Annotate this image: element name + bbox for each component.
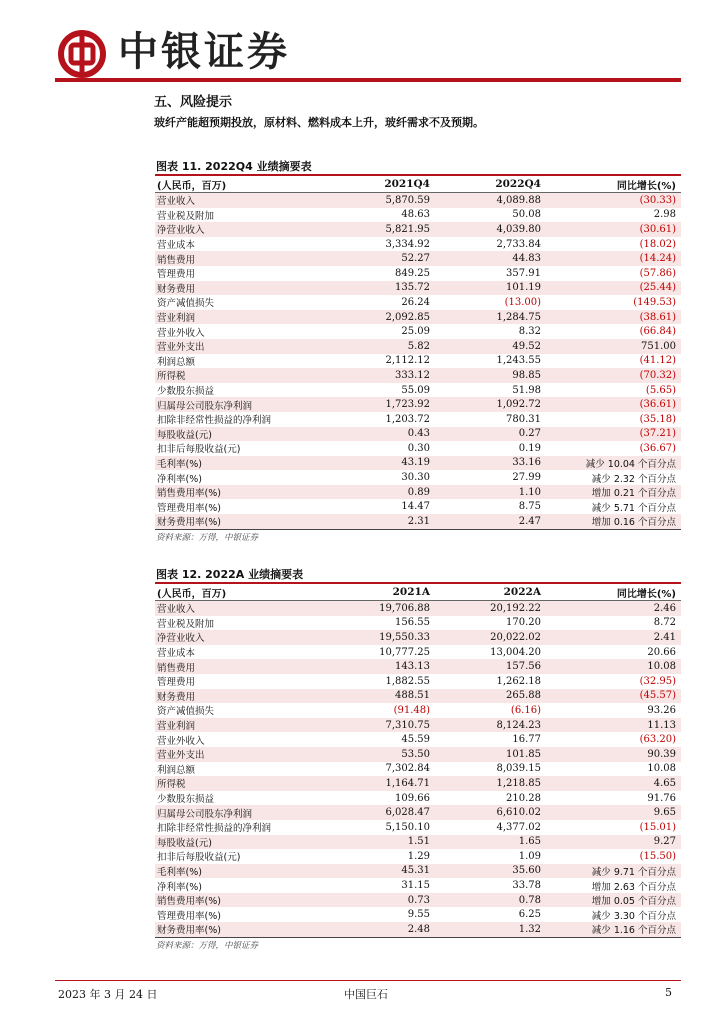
value-yoy: (149.53) [633,296,676,308]
value-current: 4,377.02 [496,821,541,833]
table-title: 图表 11. 2022Q4 业绩摘要表 [156,160,312,173]
source-note: 资料来源：万得，中银证券 [156,533,259,543]
value-yoy: 减少 10.04 个百分点 [585,458,676,470]
row-label: 财务费用率(%) [157,925,221,937]
row-label: 归属母公司股东净利润 [157,808,253,820]
table-row [155,397,681,412]
value-yoy: 减少 3.30 个百分点 [591,910,676,922]
value-current: 16.77 [512,734,541,746]
table-row [155,907,681,922]
value-yoy: (45.57) [639,690,676,702]
value-yoy: 10.08 [647,661,676,673]
table-row [155,310,681,325]
summary-table-2022q4 [155,176,681,530]
table-row [155,659,681,674]
row-label: 净营业收入 [157,633,205,645]
value-current: 1.09 [518,850,541,862]
row-label: 营业外支出 [157,750,205,762]
table-row [155,805,681,820]
value-current: 8.32 [518,326,541,338]
page-number: 5 [665,986,672,999]
value-current: 49.52 [512,340,541,352]
table-row [155,427,681,442]
value-yoy: 减少 1.16 个百分点 [591,925,676,937]
value-current: 33.16 [512,457,541,469]
table-body [155,601,681,937]
value-current: 101.19 [506,282,541,294]
row-label: 管理费用 [157,269,196,281]
value-current: 33.78 [512,880,541,892]
row-label: 销售费用率(%) [157,896,221,908]
table-row [155,222,681,237]
value-yoy: (30.33) [639,194,676,206]
value-prior: 9.55 [407,909,430,921]
value-current: 51.98 [512,384,541,396]
table-row [155,835,681,850]
value-yoy: (18.02) [639,238,676,250]
value-current: 357.91 [506,267,541,279]
value-prior: 31.15 [401,880,430,892]
value-yoy: (41.12) [639,355,676,367]
value-yoy: 减少 2.32 个百分点 [591,473,676,485]
value-prior: 488.51 [395,690,430,702]
table-row [155,208,681,223]
value-prior: 45.59 [401,734,430,746]
value-current: (13.00) [504,296,541,308]
table-row [155,281,681,296]
column-header: 同比增长(%) [616,180,676,192]
row-label: 财务费用率(%) [157,517,221,529]
value-prior: 1,203.72 [385,413,430,425]
table-row [155,441,681,456]
table-row [155,616,681,631]
value-yoy: (15.01) [639,821,676,833]
row-label: 管理费用率(%) [157,910,221,922]
value-prior: 5,870.59 [385,194,430,206]
table-row [155,470,681,485]
value-yoy: (36.67) [639,442,676,454]
value-yoy: 减少 5.71 个百分点 [591,502,676,514]
table-row [155,354,681,369]
value-yoy: (66.84) [639,326,676,338]
value-yoy: 2.98 [653,209,676,221]
table-header [155,176,681,193]
row-label: 营业外收入 [157,327,205,339]
value-current: 27.99 [512,472,541,484]
value-current: 1,262.18 [496,675,541,687]
row-label: 每股收益(元) [157,429,212,441]
value-prior: 45.31 [401,865,430,877]
table-row [155,645,681,660]
value-current: 8.75 [518,501,541,513]
value-yoy: (63.20) [639,734,676,746]
value-prior: 19,706.88 [379,602,430,614]
row-label: 扣除非经常性损益的净利润 [157,415,272,427]
value-current: 170.20 [506,617,541,629]
value-prior: 3,334.92 [385,238,430,250]
table-row [155,791,681,806]
row-label: 扣非后每股收益(元) [157,852,241,864]
table-row [155,776,681,791]
value-prior: 43.19 [401,457,430,469]
value-yoy: 2.41 [653,631,676,643]
value-yoy: 增加 0.21 个百分点 [591,488,676,500]
value-yoy: (38.61) [639,311,676,323]
table-row [155,922,681,937]
row-label: 营业税及附加 [157,618,215,630]
value-yoy: (70.32) [639,369,676,381]
value-prior: 10,777.25 [379,646,430,658]
value-current: 1,284.75 [496,311,541,323]
table-row [155,820,681,835]
value-prior: 7,302.84 [385,763,430,775]
value-prior: 0.30 [407,442,430,454]
value-current: 8,039.15 [496,763,541,775]
column-header: (人民币，百万) [157,588,227,600]
table-row [155,674,681,689]
value-yoy: (35.18) [639,413,676,425]
row-label: 净营业收入 [157,225,205,237]
value-current: 6.25 [518,909,541,921]
table-row [155,878,681,893]
value-current: 1.65 [518,836,541,848]
row-label: 所得税 [157,371,186,383]
row-label: 毛利率(%) [157,866,202,878]
row-label: 归属母公司股东净利润 [157,400,253,412]
table-row [155,368,681,383]
value-yoy: (25.44) [639,282,676,294]
value-current: (6.16) [510,704,541,716]
table-row [155,324,681,339]
value-current: 210.28 [506,792,541,804]
row-label: 每股收益(元) [157,837,212,849]
value-prior: 2,092.85 [385,311,430,323]
value-prior: 52.27 [401,253,430,265]
row-label: 净利率(%) [157,881,202,893]
value-current: 265.88 [506,690,541,702]
row-label: 销售费用率(%) [157,488,221,500]
value-current: 157.56 [506,661,541,673]
row-label: 营业收入 [157,604,196,616]
value-yoy: 751.00 [641,340,676,352]
page-header [0,0,724,90]
table-row [155,193,681,208]
value-prior: 19,550.33 [379,631,430,643]
value-yoy: 增加 0.16 个百分点 [591,517,676,529]
table-bottom-rule [155,529,681,530]
value-prior: 2.31 [407,515,430,527]
value-current: 1,092.72 [496,399,541,411]
row-label: 营业利润 [157,313,196,325]
row-label: 财务费用 [157,283,196,295]
value-yoy: 9.27 [653,836,676,848]
table-bottom-rule [155,937,681,938]
row-label: 利润总额 [157,764,196,776]
row-label: 销售费用 [157,662,196,674]
value-current: 101.85 [506,748,541,760]
value-current: 0.19 [518,442,541,454]
table-row [155,849,681,864]
value-current: 6,610.02 [496,807,541,819]
table-row [155,266,681,281]
value-yoy: 增加 2.63 个百分点 [591,881,676,893]
value-current: 50.08 [512,209,541,221]
value-current: 98.85 [512,369,541,381]
value-prior: 55.09 [401,384,430,396]
value-prior: 1.51 [407,836,430,848]
value-prior: 1,723.92 [385,399,430,411]
footer-company: 中国巨石 [344,988,388,1001]
row-label: 管理费用率(%) [157,502,221,514]
row-label: 扣非后每股收益(元) [157,444,241,456]
row-label: 营业税及附加 [157,210,215,222]
row-label: 资产减值损失 [157,706,215,718]
value-current: 44.83 [512,253,541,265]
column-header: (人民币，百万) [157,180,227,192]
table-row [155,762,681,777]
bank-of-china-logo-icon [57,29,107,79]
value-prior: 1,164.71 [385,777,430,789]
value-prior: 5,150.10 [385,821,430,833]
value-yoy: (14.24) [639,253,676,265]
value-prior: 14.47 [401,501,430,513]
value-yoy: 减少 9.71 个百分点 [591,866,676,878]
risk-text: 玻纤产能超预期投放，原材料、燃料成本上升，玻纤需求不及预期。 [154,116,484,129]
section-title: 五、风险提示 [154,95,233,110]
value-yoy: (32.95) [639,675,676,687]
table-row [155,703,681,718]
value-yoy: 10.08 [647,763,676,775]
value-current: 20,192.22 [490,602,541,614]
table-row [155,339,681,354]
table-row [155,718,681,733]
value-prior: 0.89 [407,486,430,498]
row-label: 少数股东损益 [157,794,215,806]
value-yoy: 8.72 [653,617,676,629]
table-row [155,412,681,427]
table-row [155,499,681,514]
value-prior: (91.48) [393,704,430,716]
table-body [155,193,681,529]
row-label: 管理费用 [157,677,196,689]
value-prior: 143.13 [395,661,430,673]
value-current: 1.32 [518,923,541,935]
value-yoy: 4.65 [653,777,676,789]
row-label: 少数股东损益 [157,386,215,398]
value-yoy: (30.61) [639,223,676,235]
value-prior: 333.12 [395,369,430,381]
value-current: 20,022.02 [490,631,541,643]
summary-table-2022a [155,584,681,938]
row-label: 营业成本 [157,648,196,660]
value-prior: 6,028.47 [385,807,430,819]
value-yoy: 2.46 [653,602,676,614]
table-row [155,732,681,747]
value-prior: 30.30 [401,472,430,484]
value-current: 1,218.85 [496,777,541,789]
value-yoy: (37.21) [639,428,676,440]
row-label: 利润总额 [157,356,196,368]
value-current: 1.10 [518,486,541,498]
value-prior: 7,310.75 [385,719,430,731]
column-header: 2022Q4 [495,178,541,190]
header-rule [55,78,681,82]
value-yoy: 9.65 [653,807,676,819]
value-prior: 109.66 [395,792,430,804]
table-row [155,237,681,252]
row-label: 营业外支出 [157,342,205,354]
value-prior: 1,882.55 [385,675,430,687]
value-prior: 0.73 [407,894,430,906]
row-label: 扣除非经常性损益的净利润 [157,823,272,835]
value-prior: 2,112.12 [385,355,430,367]
table-row [155,630,681,645]
value-yoy: (15.50) [639,850,676,862]
table-row [155,893,681,908]
value-current: 8,124.23 [496,719,541,731]
column-header: 2021A [392,586,430,598]
column-header: 2021Q4 [384,178,430,190]
brand-name: 中银证券 [118,29,290,75]
value-prior: 2.48 [407,923,430,935]
value-current: 1,243.55 [496,355,541,367]
footer-rule [55,980,681,981]
row-label: 资产减值损失 [157,298,215,310]
table-row [155,295,681,310]
table-row [155,251,681,266]
value-current: 4,039.80 [496,223,541,235]
row-label: 净利率(%) [157,473,202,485]
value-current: 2,733.84 [496,238,541,250]
table-title: 图表 12. 2022A 业绩摘要表 [156,568,304,581]
table-header [155,584,681,601]
row-label: 所得税 [157,779,186,791]
value-yoy: 增加 0.05 个百分点 [591,896,676,908]
value-yoy: (5.65) [645,384,676,396]
table-row [155,689,681,704]
footer-date: 2023 年 3 月 24 日 [58,988,158,1001]
row-label: 营业收入 [157,196,196,208]
table-row [155,601,681,616]
value-yoy: 90.39 [647,748,676,760]
value-yoy: (57.86) [639,267,676,279]
value-prior: 5,821.95 [385,223,430,235]
value-prior: 135.72 [395,282,430,294]
value-current: 13,004.20 [490,646,541,658]
value-prior: 156.55 [395,617,430,629]
value-prior: 25.09 [401,326,430,338]
table-row [155,514,681,529]
table-row [155,485,681,500]
value-prior: 849.25 [395,267,430,279]
value-prior: 5.82 [407,340,430,352]
row-label: 营业利润 [157,721,196,733]
table-row [155,747,681,762]
value-prior: 48.63 [401,209,430,221]
value-current: 0.78 [518,894,541,906]
value-yoy: (36.61) [639,399,676,411]
source-note: 资料来源：万得，中银证券 [156,941,259,951]
value-prior: 26.24 [401,296,430,308]
row-label: 财务费用 [157,691,196,703]
column-header: 同比增长(%) [616,588,676,600]
value-current: 0.27 [518,428,541,440]
row-label: 销售费用 [157,254,196,266]
row-label: 毛利率(%) [157,458,202,470]
column-header: 2022A [503,586,541,598]
value-current: 4,089.88 [496,194,541,206]
value-yoy: 20.66 [647,646,676,658]
table-row [155,383,681,398]
value-prior: 0.43 [407,428,430,440]
value-current: 780.31 [506,413,541,425]
value-yoy: 93.26 [647,704,676,716]
value-current: 2.47 [518,515,541,527]
row-label: 营业成本 [157,240,196,252]
value-prior: 53.50 [401,748,430,760]
value-yoy: 91.76 [647,792,676,804]
table-row [155,864,681,879]
value-prior: 1.29 [407,850,430,862]
table-row [155,456,681,471]
row-label: 营业外收入 [157,735,205,747]
value-yoy: 11.13 [647,719,676,731]
value-current: 35.60 [512,865,541,877]
